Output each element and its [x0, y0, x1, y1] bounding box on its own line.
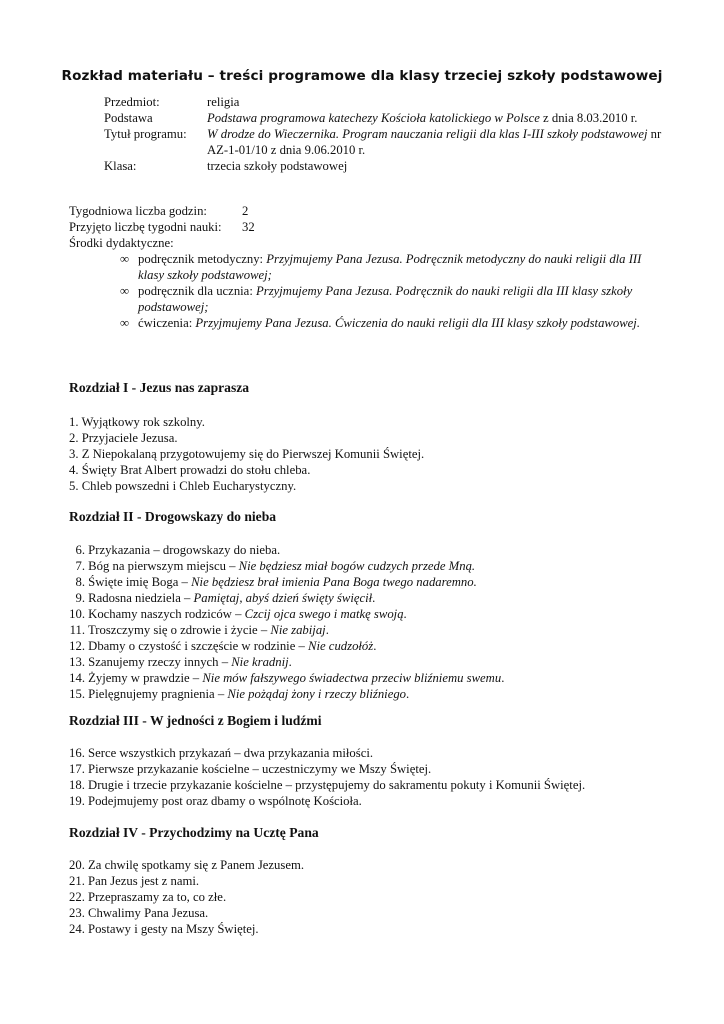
chapter-list [69, 414, 669, 494]
list-item: 6. Przykazania – drogowskazy do nieba. [75, 543, 281, 557]
meta-key: Tytuł programu: [104, 127, 187, 141]
chapter-list [69, 857, 669, 937]
list-item [120, 315, 660, 331]
meta-row-subject [104, 94, 664, 110]
list-item: 12. Dbamy o czystość i szczęście w rodzinie – Nie cudzołóż. [69, 639, 377, 653]
resource-text: podręcznik metodyczny: Przyjmujemy Pana Jezusa. Podręcznik metodyczny do nauki religii dla III klasy szkoły podstawowej; [138, 252, 642, 282]
list-item: 23. Chwalimy Pana Jezusa. [69, 906, 209, 920]
meta-row-class [104, 158, 664, 174]
weekly-hours-value: 2 [242, 204, 249, 218]
chapter-heading: Rozdział I - Jezus nas zaprasza [69, 380, 250, 395]
list-item: 5. Chleb powszedni i Chleb Eucharystyczny. [69, 479, 297, 493]
list-item: 2. Przyjaciele Jezusa. [69, 431, 178, 445]
list-item: 20. Za chwilę spotkamy się z Panem Jezusem. [69, 858, 305, 872]
list-item: 1. Wyjątkowy rok szkolny. [69, 415, 205, 429]
meta-value: trzecia szkoły podstawowej [207, 159, 348, 173]
list-item: 18. Drugie i trzecie przykazanie kościelne – przystępujemy do sakramentu pokuty i Komunii Świętej. [69, 778, 586, 792]
list-item: 4. Święty Brat Albert prowadzi do stołu chleba. [69, 463, 311, 477]
list-item: 13. Szanujemy rzeczy innych – Nie kradnij. [69, 655, 292, 669]
resource-text: ćwiczenia: Przyjmujemy Pana Jezusa. Ćwiczenia do nauki religii dla III klasy szkoły podstawowej. [138, 316, 641, 330]
meta-value: Podstawa programowa katechezy Kościoła katolickiego w Polsce z dnia 8.03.2010 r. [207, 111, 638, 125]
page-title: Rozkład materiału – treści programowe dla klasy trzeciej szkoły podstawowej [61, 68, 663, 84]
list-item: 22. Przepraszamy za to, co złe. [69, 890, 227, 904]
weeks-row [69, 219, 669, 235]
weeks-value: 32 [242, 220, 255, 234]
meta-value: W drodze do Wieczernika. Program nauczania religii dla klas I-III szkoły podstawowej nr AZ-1-01/10 z dnia 9.06.2010 r. [207, 127, 662, 157]
weekly-hours-row [69, 203, 669, 219]
list-item: 7. Bóg na pierwszym miejscu – Nie będziesz miał bogów cudzych przede Mną. [75, 559, 476, 573]
chapter-list [69, 542, 669, 702]
course-info [69, 203, 669, 251]
list-item: 9. Radosna niedziela – Pamiętaj, abyś dzień święty święcił. [75, 591, 376, 605]
list-item [120, 251, 660, 283]
meta-key: Przedmiot: [104, 95, 160, 109]
weekly-hours-label: Tygodniowa liczba godzin: [69, 204, 207, 218]
list-item [120, 283, 660, 315]
chapter-heading: Rozdział III - W jedności z Bogiem i ludźmi [69, 713, 322, 728]
list-item: 17. Pierwsze przykazanie kościelne – uczestniczymy we Mszy Świętej. [69, 762, 432, 776]
infinity-bullet-icon: ∞ [120, 284, 130, 298]
list-item: 15. Pielęgnujemy pragnienia – Nie pożądaj żony i rzeczy bliźniego. [69, 687, 410, 701]
list-item: 14. Żyjemy w prawdzie – Nie mów fałszywego świadectwa przeciw bliźniemu swemu. [69, 671, 505, 685]
list-item: 8. Święte imię Boga – Nie będziesz brał imienia Pana Boga twego nadaremno. [75, 575, 477, 589]
list-item: 19. Podejmujemy post oraz dbamy o wspólnotę Kościoła. [69, 794, 362, 808]
list-item: 11. Troszczymy się o zdrowie i życie – Nie zabijaj. [69, 623, 329, 637]
metadata-table [104, 94, 664, 174]
weeks-label: Przyjęto liczbę tygodni nauki: [69, 220, 222, 234]
chapter-heading: Rozdział IV - Przychodzimy na Ucztę Pana [69, 825, 319, 840]
infinity-bullet-icon: ∞ [120, 252, 130, 266]
infinity-bullet-icon: ∞ [120, 316, 130, 330]
meta-row-basis [104, 110, 664, 126]
meta-value: religia [207, 95, 240, 109]
meta-row-program [104, 126, 664, 158]
resource-text: podręcznik dla ucznia: Przyjmujemy Pana Jezusa. Podręcznik do nauki religii dla III klasy szkoły podstawowej; [138, 284, 633, 314]
resources-label: Środki dydaktyczne: [69, 236, 174, 250]
chapter-heading: Rozdział II - Drogowskazy do nieba [69, 509, 277, 524]
list-item: 10. Kochamy naszych rodziców – Czcij ojca swego i matkę swoją. [69, 607, 407, 621]
list-item: 21. Pan Jezus jest z nami. [69, 874, 200, 888]
list-item: 24. Postawy i gesty na Mszy Świętej. [69, 922, 259, 936]
chapter-list [69, 745, 669, 809]
list-item: 16. Serce wszystkich przykazań – dwa przykazania miłości. [69, 746, 374, 760]
meta-key: Klasa: [104, 159, 137, 173]
list-item: 3. Z Niepokalaną przygotowujemy się do Pierwszej Komunii Świętej. [69, 447, 425, 461]
meta-key: Podstawa [104, 111, 153, 125]
resources-list [120, 251, 660, 331]
